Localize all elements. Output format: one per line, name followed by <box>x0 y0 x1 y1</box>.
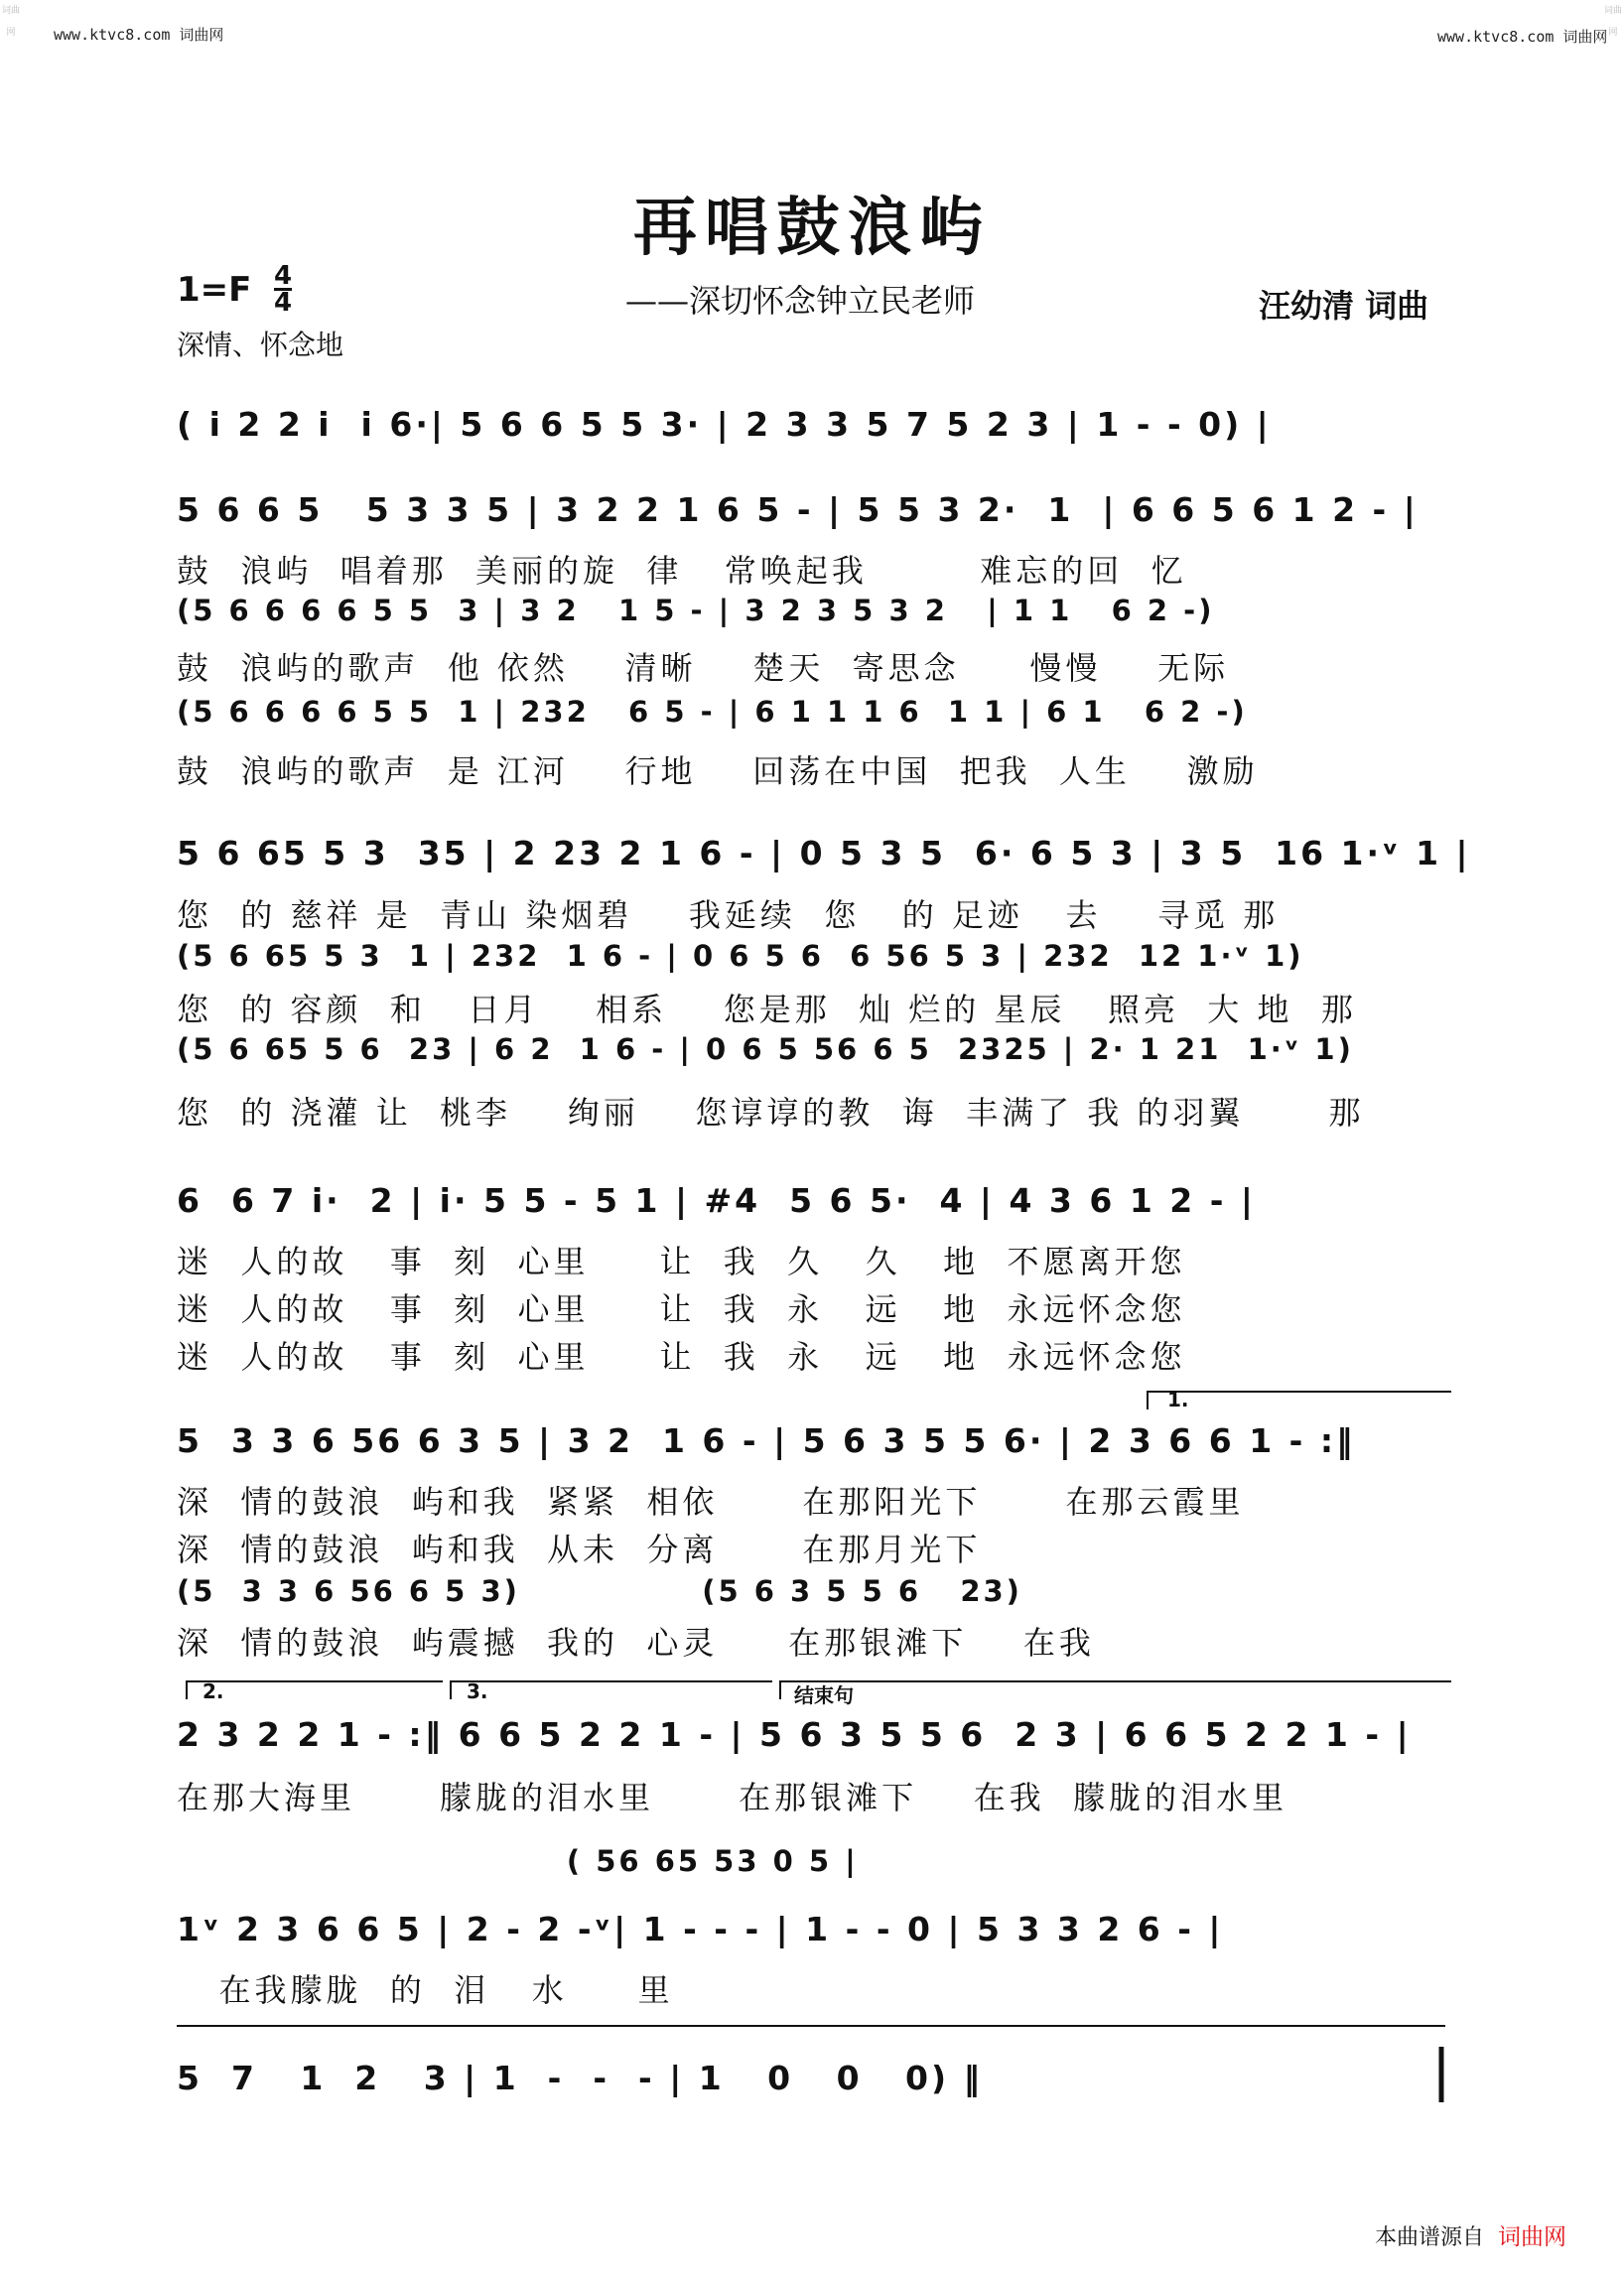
score-line-10: (5 6 65 5 3 1 | 232 1 6 - | 0 6 5 6 6 56 5 3 | 232 12 1·ᵛ 1) <box>177 939 1304 973</box>
volta-first-bracket <box>1148 1392 1451 1409</box>
score-line-26: 1ᵛ 2 3 6 6 5 | 2 - 2 -ᵛ| 1 - - - | 1 - - 0 | 5 3 3 2 6 - | <box>177 1910 1224 1948</box>
score-line-19: 深 情的鼓浪 屿和我 紧紧 相依 在那阳光下 在那云霞里 <box>177 1483 1245 1521</box>
volta-ending-bracket <box>780 1681 1451 1699</box>
score-line-11: 您 的 容颜 和 日月 相系 您是那 灿 烂的 星辰 照亮 大 地 那 <box>177 991 1357 1028</box>
score-line-21: (5 3 3 6 56 6 5 3) (5 6 3 5 5 6 23) <box>177 1574 1022 1608</box>
time-signature-bottom: 4 <box>274 288 293 318</box>
score-line-25: ( 56 65 53 0 5 | <box>177 1844 859 1878</box>
subtitle: ——深切怀念钟立民老师 <box>625 282 976 320</box>
score-line-7: 鼓 浪屿的歌声 是 江河 行地 回荡在中国 把我 人生 激励 <box>177 752 1259 790</box>
score-line-13: 您 的 浇灌 让 桃李 绚丽 您谆谆的教 诲 丰满了 我 的羽翼 那 <box>177 1094 1365 1132</box>
score-line-14: 6 6 7 i· 2 | i· 5 5 - 5 1 | #4 5 6 5· 4 | 4 3 6 1 2 - | <box>177 1181 1256 1220</box>
source-label: 本曲谱源自 <box>1374 2225 1484 2250</box>
score-line-22: 深 情的鼓浪 屿震撼 我的 心灵 在那银滩下 在我 <box>177 1624 1095 1662</box>
score-line-20: 深 情的鼓浪 屿和我 从未 分离 在那月光下 <box>177 1531 982 1568</box>
volta-ending: 结束句 <box>794 1683 854 1707</box>
score-line-28: 5 7 1 2 3 | 1 - - - | 1 0 0 0) ‖ <box>177 2059 984 2097</box>
watermark-left: www.ktvc8.com 词曲网 <box>54 26 224 44</box>
score-line-17: 迷 人的故 事 刻 心里 让 我 永 远 地 永远怀念您 <box>177 1338 1186 1376</box>
score-line-9: 您 的 慈祥 是 青山 染烟碧 我延续 您 的 足迹 去 寻觅 那 <box>177 896 1280 934</box>
composer-credit: 汪幼清 词曲 <box>1259 287 1429 325</box>
volta-second: 2. <box>203 1679 224 1703</box>
score-line-12: (5 6 65 5 6 23 | 6 2 1 6 - | 0 6 5 56 6 5 2325 | 2· 1 21 1·ᵛ 1) <box>177 1032 1354 1066</box>
song-title: 再唱鼓浪屿 <box>633 191 991 265</box>
score-line-3: 鼓 浪屿 唱着那 美丽的旋 律 常唤起我 难忘的回 忆 <box>177 552 1187 590</box>
score-line-24: 在那大海里 朦胧的泪水里 在那银滩下 在我 朦胧的泪水里 <box>177 1779 1288 1816</box>
watermark-right: www.ktvc8.com 词曲网 <box>1437 28 1608 46</box>
score-line-4: (5 6 6 6 6 5 5 3 | 3 2 1 5 - | 3 2 3 5 3 2 | 1 1 6 2 -) <box>177 594 1215 627</box>
volta-first: 1. <box>1167 1388 1189 1411</box>
side-watermark-right-text: 词曲网 <box>1603 6 1622 38</box>
score-line-8: 5 6 65 5 3 35 | 2 23 2 1 6 - | 0 5 3 5 6· 6 5 3 | 3 5 16 1·ᵛ 1 | <box>177 834 1471 872</box>
score-line-1: ( i 2 2 i i 6·| 5 6 6 5 5 3· | 2 3 3 5 7 5 2 3 | 1 - - 0) | <box>177 405 1272 444</box>
key-signature: 1=F <box>177 270 252 310</box>
source-brand-link[interactable]: 词曲网 <box>1498 2224 1566 2250</box>
volta-third: 3. <box>467 1679 488 1703</box>
source-attribution <box>1375 2218 1566 2251</box>
score-line-18: 5 3 3 6 56 6 3 5 | 3 2 1 6 - | 5 6 3 5 5 6· | 2 3 6 6 1 - :‖ <box>177 1421 1356 1460</box>
score-line-5: 鼓 浪屿的歌声 他 依然 清晰 楚天 寄思念 慢慢 无际 <box>177 649 1230 687</box>
side-watermark-left-text: 词曲网 <box>1 6 20 38</box>
score-line-6: (5 6 6 6 6 5 5 1 | 232 6 5 - | 6 1 1 1 6 1 1 | 6 1 6 2 -) <box>177 695 1248 729</box>
score-line-27: 在我朦胧 的 泪 水 里 <box>177 1971 674 2009</box>
volta-second-bracket <box>187 1681 443 1699</box>
score-line-15: 迷 人的故 事 刻 心里 让 我 久 久 地 不愿离开您 <box>177 1243 1186 1280</box>
time-signature-top: 4 <box>274 261 293 291</box>
score-line-23: 2 3 2 2 1 - :‖ 6 6 5 2 2 1 - | 5 6 3 5 5 6 2 3 | 6 6 5 2 2 1 - | <box>177 1715 1412 1754</box>
score-line-16: 迷 人的故 事 刻 心里 让 我 永 远 地 永远怀念您 <box>177 1290 1186 1328</box>
volta-third-bracket <box>451 1681 772 1699</box>
score-line-2: 5 6 6 5 5 3 3 5 | 3 2 2 1 6 5 - | 5 5 3 2· 1 | 6 6 5 6 1 2 - | <box>177 490 1419 529</box>
tempo-marking: 深情、怀念地 <box>177 329 344 361</box>
